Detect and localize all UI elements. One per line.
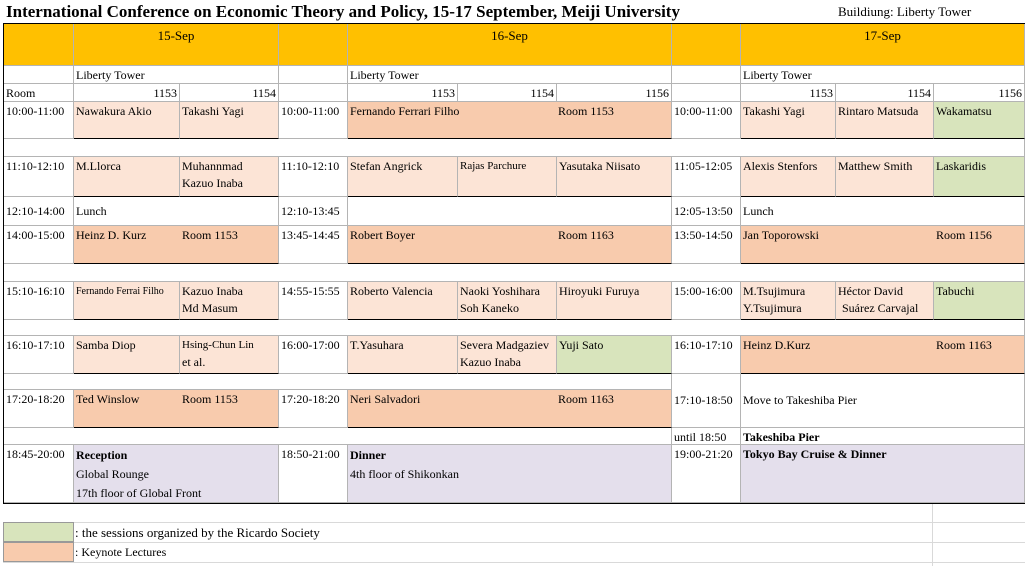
time-cell: 10:00-11:00	[672, 102, 741, 139]
session-cell	[458, 282, 557, 320]
speaker-name: Kazuo Inaba	[182, 284, 243, 298]
keynote-room: Room 1153	[558, 104, 614, 118]
event-venue: Global Rounge	[76, 467, 149, 481]
keynote-room: Room 1163	[558, 228, 614, 242]
keynote-room: Room 1163	[936, 338, 992, 352]
time-cell: 11:05-12:05	[672, 157, 741, 197]
room-number: 1154	[836, 84, 934, 102]
time-cell: 12:05-13:50	[672, 197, 741, 226]
time-cell: 12:10-13:45	[279, 197, 348, 226]
legend-label-keynote: : Keynote Lectures	[75, 545, 167, 559]
room-number: 1153	[348, 84, 458, 102]
reception-cell	[74, 445, 279, 503]
move-cell: Move to Takeshiba Pier	[741, 374, 1025, 428]
keynote-room: Room 1163	[558, 392, 614, 406]
header-blank-3	[672, 24, 741, 66]
time-cell: 12:10-14:00	[4, 197, 74, 226]
session-cell: Roberto Valencia	[348, 282, 458, 320]
time-cell: 16:10-17:10	[672, 336, 741, 374]
empty-cell	[348, 197, 672, 226]
keynote-cell	[74, 390, 279, 428]
pier-cell: Takeshiba Pier	[741, 428, 1025, 445]
keynote-cell	[348, 226, 672, 264]
spacer-row	[4, 264, 1025, 282]
keynote-cell	[348, 390, 672, 428]
time-cell: 11:10-12:10	[4, 157, 74, 197]
room-number: 1153	[74, 84, 180, 102]
time-cell: 16:10-17:10	[4, 336, 74, 374]
time-cell: 10:00-11:00	[4, 102, 74, 139]
keynote-cell	[74, 226, 279, 264]
building-17: Liberty Tower	[741, 66, 1025, 84]
speaker-name: Kazuo Inaba	[182, 176, 243, 190]
session-cell	[836, 282, 934, 320]
keynote-room: Room 1156	[936, 228, 992, 242]
room-number: 1154	[180, 84, 279, 102]
speaker-name: M.Tsujimura	[743, 284, 806, 298]
building-16: Liberty Tower	[348, 66, 672, 84]
speaker-name: Y.Tsujimura	[743, 301, 802, 315]
ricardo-session-cell: Tabuchi	[934, 282, 1025, 320]
keynote-room: Room 1153	[182, 392, 238, 406]
page-title: International Conference on Economic Theory and Policy, 15-17 September, Meiji University	[6, 2, 680, 21]
lunch-cell: Lunch	[74, 197, 279, 226]
session-cell: Alexis Stenfors	[741, 157, 836, 197]
time-cell: 14:00-15:00	[4, 226, 74, 264]
gridline	[3, 542, 1025, 543]
speaker-name: Md Masum	[182, 301, 238, 315]
session-cell: Nawakura Akio	[74, 102, 180, 139]
session-cell: M.Llorca	[74, 157, 180, 197]
event-venue: 17th floor of Global Front	[76, 486, 202, 500]
cruise-cell: Tokyo Bay Cruise & Dinner	[741, 445, 1025, 503]
building-15: Liberty Tower	[74, 66, 279, 84]
ricardo-session-cell: Wakamatsu	[934, 102, 1025, 139]
day-header-17: 17-Sep	[741, 24, 1025, 66]
lunch-cell: Lunch	[741, 197, 1025, 226]
building-blank-1	[4, 66, 74, 84]
speaker-name: Severa Madgaziev	[460, 338, 549, 352]
session-cell: Samba Diop	[74, 336, 180, 374]
room-number: 1154	[458, 84, 557, 102]
keynote-speaker: Ted Winslow	[76, 392, 140, 406]
dinner-cell	[348, 445, 672, 503]
session-cell: Stefan Angrick	[348, 157, 458, 197]
session-cell: T.Yasuhara	[348, 336, 458, 374]
time-cell: 17:20-18:20	[4, 390, 74, 428]
keynote-room: Room 1153	[182, 228, 238, 242]
spacer-row	[4, 374, 672, 390]
session-cell: Fernando Ferrai Filho	[74, 282, 180, 320]
session-cell	[180, 282, 279, 320]
session-cell: Yasutaka Niisato	[557, 157, 672, 197]
time-cell: 17:10-18:50	[672, 374, 741, 428]
ricardo-session-cell: Yuji Sato	[557, 336, 672, 374]
time-cell: 19:00-21:20	[672, 445, 741, 503]
legend-label-ricardo: : the sessions organized by the Ricardo Society	[75, 525, 320, 540]
time-cell: 15:10-16:10	[4, 282, 74, 320]
event-title: Dinner	[350, 448, 386, 462]
speaker-name: Naoki Yoshihara	[460, 284, 540, 298]
room-blank-2	[279, 84, 348, 102]
speaker-name: Suárez Carvajal	[842, 301, 919, 315]
room-blank-3	[672, 84, 741, 102]
session-cell: Matthew Smith	[836, 157, 934, 197]
time-cell: 18:50-21:00	[279, 445, 348, 503]
time-cell: until 18:50	[672, 428, 741, 445]
building-blank-3	[672, 66, 741, 84]
keynote-cell	[348, 102, 672, 139]
spacer-row	[4, 320, 1025, 336]
keynote-speaker: Fernando Ferrari Filho	[350, 104, 460, 118]
gridline	[3, 522, 1025, 523]
keynote-speaker: Robert Boyer	[350, 228, 415, 242]
event-venue: 4th floor of Shikonkan	[350, 467, 459, 481]
time-cell: 10:00-11:00	[279, 102, 348, 139]
header-blank-1	[4, 24, 74, 66]
speaker-name: Kazuo Inaba	[460, 355, 521, 369]
building-label: Buildiung: Liberty Tower	[838, 4, 972, 19]
spacer-row	[4, 428, 672, 445]
schedule-grid	[3, 23, 1025, 504]
session-cell: Rintaro Matsuda	[836, 102, 934, 139]
room-number: 1156	[934, 84, 1025, 102]
session-cell	[180, 157, 279, 197]
room-label: Room	[4, 84, 74, 102]
keynote-cell	[741, 336, 1025, 374]
session-cell: Takashi Yagi	[180, 102, 279, 139]
keynote-speaker: Heinz D. Kurz	[76, 228, 147, 242]
time-cell: 15:00-16:00	[672, 282, 741, 320]
day-header-16: 16-Sep	[348, 24, 672, 66]
session-cell: Takashi Yagi	[741, 102, 836, 139]
legend-swatch-keynote	[3, 542, 74, 562]
session-cell	[458, 336, 557, 374]
room-number: 1156	[557, 84, 672, 102]
speaker-name: Héctor David	[838, 284, 903, 298]
keynote-speaker: Neri Salvadori	[350, 392, 421, 406]
time-cell: 13:45-14:45	[279, 226, 348, 264]
keynote-speaker: Heinz D.Kurz	[743, 338, 811, 352]
keynote-speaker: Jan Toporowski	[743, 228, 819, 242]
gridline	[3, 562, 1025, 563]
time-cell: 16:00-17:00	[279, 336, 348, 374]
speaker-name: Muhannmad	[182, 159, 243, 173]
event-title: Reception	[76, 448, 128, 462]
gridline	[932, 504, 933, 566]
building-blank-2	[279, 66, 348, 84]
time-cell: 14:55-15:55	[279, 282, 348, 320]
session-cell	[180, 336, 279, 374]
keynote-cell	[741, 226, 1025, 264]
ricardo-session-cell: Laskaridis	[934, 157, 1025, 197]
room-number: 1153	[741, 84, 836, 102]
session-cell: Rajas Parchure	[458, 157, 557, 197]
speaker-name: Hsing-Chun Lin	[182, 339, 254, 351]
time-cell: 17:20-18:20	[279, 390, 348, 428]
spacer-row	[4, 139, 1025, 157]
time-cell: 18:45-20:00	[4, 445, 74, 503]
header-blank-2	[279, 24, 348, 66]
legend-swatch-ricardo	[3, 522, 74, 542]
time-cell: 11:10-12:10	[279, 157, 348, 197]
session-cell	[741, 282, 836, 320]
session-cell: Hiroyuki Furuya	[557, 282, 672, 320]
speaker-name: Soh Kaneko	[460, 301, 519, 315]
time-cell: 13:50-14:50	[672, 226, 741, 264]
speaker-name: et al.	[182, 355, 206, 369]
day-header-15: 15-Sep	[74, 24, 279, 66]
